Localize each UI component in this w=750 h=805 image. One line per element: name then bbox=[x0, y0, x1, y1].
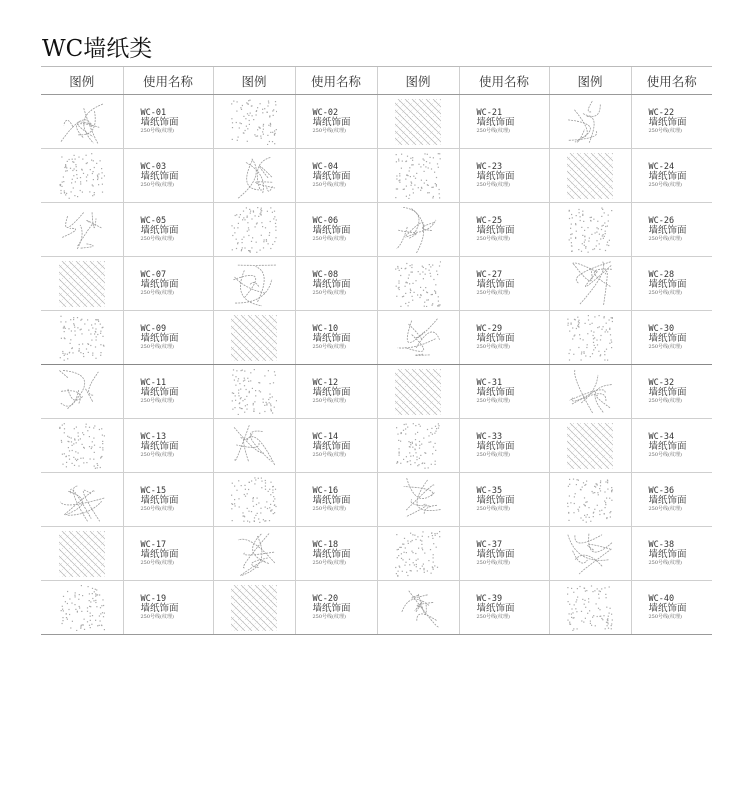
item-name: 墙纸饰面 bbox=[312, 441, 351, 452]
item-subtitle: 250号线(纹理) bbox=[312, 236, 346, 242]
item-code: WC-12 bbox=[312, 378, 339, 388]
pattern-swatch-cell bbox=[549, 473, 631, 527]
item-code: WC-04 bbox=[312, 162, 339, 172]
pattern-swatch-cell bbox=[549, 203, 631, 257]
item-code: WC-37 bbox=[476, 540, 503, 550]
item-subtitle: 250号线(纹理) bbox=[476, 614, 510, 620]
item-code: WC-05 bbox=[140, 216, 167, 226]
item-name-cell bbox=[631, 95, 712, 149]
item-code: WC-07 bbox=[140, 270, 167, 280]
pattern-swatch-cell bbox=[41, 257, 123, 311]
item-code: WC-08 bbox=[312, 270, 339, 280]
item-name-cell bbox=[123, 581, 213, 635]
item-name-cell bbox=[123, 365, 213, 419]
item-subtitle: 250号线(纹理) bbox=[312, 398, 346, 404]
pattern-swatch-cell bbox=[41, 419, 123, 473]
item-name: 墙纸饰面 bbox=[476, 387, 515, 398]
pattern-swatch-cell bbox=[549, 527, 631, 581]
pattern-swatch bbox=[59, 585, 105, 631]
item-name: 墙纸饰面 bbox=[312, 333, 351, 344]
item-name-cell bbox=[631, 365, 712, 419]
pattern-swatch-cell bbox=[377, 527, 459, 581]
item-name-cell bbox=[459, 419, 549, 473]
item-subtitle: 250号线(纹理) bbox=[648, 182, 682, 188]
pattern-swatch bbox=[395, 369, 441, 415]
table-row bbox=[41, 149, 712, 203]
item-subtitle: 250号线(纹理) bbox=[648, 560, 682, 566]
pattern-swatch bbox=[395, 153, 441, 199]
pattern-swatch bbox=[231, 315, 277, 361]
pattern-swatch bbox=[567, 585, 613, 631]
item-subtitle: 250号线(纹理) bbox=[140, 398, 174, 404]
item-code: WC-17 bbox=[140, 540, 167, 550]
item-code: WC-01 bbox=[140, 108, 167, 118]
item-subtitle: 250号线(纹理) bbox=[476, 560, 510, 566]
col-header: 使用名称 bbox=[459, 67, 549, 95]
item-code: WC-33 bbox=[476, 432, 503, 442]
item-code: WC-20 bbox=[312, 594, 339, 604]
item-name: 墙纸饰面 bbox=[140, 117, 179, 128]
pattern-swatch bbox=[567, 369, 613, 415]
pattern-swatch-cell bbox=[549, 257, 631, 311]
pattern-swatch-cell bbox=[549, 95, 631, 149]
item-code: WC-36 bbox=[648, 486, 675, 496]
item-name-cell bbox=[123, 95, 213, 149]
item-name-cell bbox=[459, 95, 549, 149]
header-row bbox=[41, 67, 712, 95]
item-name: 墙纸饰面 bbox=[648, 387, 687, 398]
pattern-swatch bbox=[59, 315, 105, 361]
item-name-cell bbox=[295, 95, 377, 149]
item-name: 墙纸饰面 bbox=[312, 225, 351, 236]
item-code: WC-38 bbox=[648, 540, 675, 550]
item-subtitle: 250号线(纹理) bbox=[648, 290, 682, 296]
item-subtitle: 250号线(纹理) bbox=[476, 290, 510, 296]
pattern-swatch-cell bbox=[377, 365, 459, 419]
item-subtitle: 250号线(纹理) bbox=[312, 344, 346, 350]
item-name: 墙纸饰面 bbox=[140, 549, 179, 560]
item-subtitle: 250号线(纹理) bbox=[312, 128, 346, 134]
pattern-swatch bbox=[395, 315, 441, 361]
item-subtitle: 250号线(纹理) bbox=[312, 452, 346, 458]
pattern-swatch-cell bbox=[377, 257, 459, 311]
item-subtitle: 250号线(纹理) bbox=[140, 182, 174, 188]
item-code: WC-03 bbox=[140, 162, 167, 172]
pattern-swatch-cell bbox=[213, 581, 295, 635]
item-name-cell bbox=[295, 149, 377, 203]
item-name-cell bbox=[295, 203, 377, 257]
page-title: WC墙纸类 bbox=[42, 36, 153, 62]
item-subtitle: 250号线(纹理) bbox=[476, 344, 510, 350]
item-name-cell bbox=[459, 581, 549, 635]
item-code: WC-39 bbox=[476, 594, 503, 604]
table-row bbox=[41, 95, 712, 149]
item-code: WC-22 bbox=[648, 108, 675, 118]
table-row bbox=[41, 473, 712, 527]
item-subtitle: 250号线(纹理) bbox=[312, 506, 346, 512]
pattern-swatch bbox=[567, 261, 613, 307]
item-subtitle: 250号线(纹理) bbox=[476, 128, 510, 134]
item-code: WC-18 bbox=[312, 540, 339, 550]
pattern-swatch-cell bbox=[549, 365, 631, 419]
pattern-swatch bbox=[395, 477, 441, 523]
pattern-swatch-cell bbox=[41, 149, 123, 203]
item-subtitle: 250号线(纹理) bbox=[312, 182, 346, 188]
item-name-cell bbox=[631, 203, 712, 257]
pattern-swatch-cell bbox=[41, 365, 123, 419]
item-subtitle: 250号线(纹理) bbox=[312, 560, 346, 566]
item-subtitle: 250号线(纹理) bbox=[140, 506, 174, 512]
pattern-swatch-cell bbox=[213, 365, 295, 419]
item-subtitle: 250号线(纹理) bbox=[140, 128, 174, 134]
item-name: 墙纸饰面 bbox=[476, 171, 515, 182]
item-code: WC-34 bbox=[648, 432, 675, 442]
item-name-cell bbox=[123, 257, 213, 311]
pattern-swatch bbox=[231, 207, 277, 253]
item-code: WC-24 bbox=[648, 162, 675, 172]
item-name: 墙纸饰面 bbox=[476, 603, 515, 614]
pattern-swatch bbox=[567, 423, 613, 469]
item-name-cell bbox=[123, 203, 213, 257]
pattern-swatch bbox=[567, 153, 613, 199]
pattern-swatch bbox=[231, 423, 277, 469]
pattern-swatch-cell bbox=[377, 311, 459, 365]
pattern-swatch-cell bbox=[377, 473, 459, 527]
wallpaper-table bbox=[41, 66, 712, 635]
item-name: 墙纸饰面 bbox=[648, 549, 687, 560]
item-name: 墙纸饰面 bbox=[476, 441, 515, 452]
item-name-cell bbox=[295, 365, 377, 419]
item-name-cell bbox=[459, 365, 549, 419]
item-name-cell bbox=[459, 311, 549, 365]
col-header: 图例 bbox=[549, 67, 631, 95]
item-subtitle: 250号线(纹理) bbox=[140, 452, 174, 458]
item-name: 墙纸饰面 bbox=[312, 495, 351, 506]
pattern-swatch-cell bbox=[41, 473, 123, 527]
item-subtitle: 250号线(纹理) bbox=[648, 452, 682, 458]
item-name-cell bbox=[459, 257, 549, 311]
pattern-swatch-cell bbox=[41, 311, 123, 365]
item-name: 墙纸饰面 bbox=[312, 603, 351, 614]
item-code: WC-26 bbox=[648, 216, 675, 226]
item-name: 墙纸饰面 bbox=[648, 171, 687, 182]
pattern-swatch-cell bbox=[213, 473, 295, 527]
item-code: WC-27 bbox=[476, 270, 503, 280]
item-code: WC-02 bbox=[312, 108, 339, 118]
item-name: 墙纸饰面 bbox=[312, 171, 351, 182]
pattern-swatch bbox=[231, 531, 277, 577]
pattern-swatch bbox=[59, 423, 105, 469]
table-row bbox=[41, 311, 712, 365]
item-subtitle: 250号线(纹理) bbox=[140, 236, 174, 242]
item-code: WC-30 bbox=[648, 324, 675, 334]
item-code: WC-15 bbox=[140, 486, 167, 496]
pattern-swatch bbox=[59, 531, 105, 577]
pattern-swatch-cell bbox=[377, 581, 459, 635]
pattern-swatch bbox=[395, 261, 441, 307]
pattern-swatch bbox=[59, 153, 105, 199]
item-name: 墙纸饰面 bbox=[140, 495, 179, 506]
pattern-swatch-cell bbox=[549, 419, 631, 473]
pattern-swatch bbox=[231, 585, 277, 631]
item-name-cell bbox=[123, 311, 213, 365]
pattern-swatch bbox=[231, 153, 277, 199]
item-name: 墙纸饰面 bbox=[140, 333, 179, 344]
pattern-swatch-cell bbox=[377, 203, 459, 257]
item-code: WC-31 bbox=[476, 378, 503, 388]
pattern-swatch bbox=[59, 207, 105, 253]
pattern-swatch-cell bbox=[213, 257, 295, 311]
item-subtitle: 250号线(纹理) bbox=[140, 344, 174, 350]
item-name-cell bbox=[459, 527, 549, 581]
item-name-cell bbox=[295, 311, 377, 365]
item-subtitle: 250号线(纹理) bbox=[312, 290, 346, 296]
table-row bbox=[41, 203, 712, 257]
col-header: 图例 bbox=[41, 67, 123, 95]
item-name: 墙纸饰面 bbox=[476, 225, 515, 236]
item-code: WC-28 bbox=[648, 270, 675, 280]
item-name: 墙纸饰面 bbox=[648, 117, 687, 128]
item-name: 墙纸饰面 bbox=[648, 333, 687, 344]
item-name: 墙纸饰面 bbox=[312, 387, 351, 398]
item-subtitle: 250号线(纹理) bbox=[140, 560, 174, 566]
pattern-swatch-cell bbox=[213, 527, 295, 581]
pattern-swatch bbox=[567, 207, 613, 253]
item-name-cell bbox=[631, 311, 712, 365]
item-name: 墙纸饰面 bbox=[312, 279, 351, 290]
table-row bbox=[41, 527, 712, 581]
item-name-cell bbox=[295, 419, 377, 473]
pattern-swatch bbox=[59, 261, 105, 307]
item-code: WC-19 bbox=[140, 594, 167, 604]
pattern-swatch bbox=[395, 585, 441, 631]
pattern-swatch-cell bbox=[377, 149, 459, 203]
item-subtitle: 250号线(纹理) bbox=[140, 614, 174, 620]
item-name: 墙纸饰面 bbox=[648, 225, 687, 236]
item-name: 墙纸饰面 bbox=[476, 117, 515, 128]
item-name: 墙纸饰面 bbox=[140, 225, 179, 236]
item-subtitle: 250号线(纹理) bbox=[476, 506, 510, 512]
item-subtitle: 250号线(纹理) bbox=[648, 398, 682, 404]
item-name-cell bbox=[631, 473, 712, 527]
item-name-cell bbox=[295, 527, 377, 581]
col-header: 图例 bbox=[377, 67, 459, 95]
item-name-cell bbox=[459, 203, 549, 257]
item-code: WC-35 bbox=[476, 486, 503, 496]
table-row bbox=[41, 419, 712, 473]
item-code: WC-13 bbox=[140, 432, 167, 442]
item-code: WC-32 bbox=[648, 378, 675, 388]
col-header: 使用名称 bbox=[295, 67, 377, 95]
item-subtitle: 250号线(纹理) bbox=[140, 290, 174, 296]
item-subtitle: 250号线(纹理) bbox=[648, 614, 682, 620]
item-code: WC-14 bbox=[312, 432, 339, 442]
pattern-swatch-cell bbox=[549, 581, 631, 635]
item-subtitle: 250号线(纹理) bbox=[476, 182, 510, 188]
item-name-cell bbox=[295, 581, 377, 635]
pattern-swatch bbox=[231, 261, 277, 307]
pattern-swatch-cell bbox=[377, 95, 459, 149]
item-code: WC-23 bbox=[476, 162, 503, 172]
item-name: 墙纸饰面 bbox=[140, 387, 179, 398]
pattern-swatch bbox=[395, 99, 441, 145]
pattern-swatch bbox=[567, 477, 613, 523]
item-name: 墙纸饰面 bbox=[648, 279, 687, 290]
item-name-cell bbox=[459, 149, 549, 203]
item-name: 墙纸饰面 bbox=[476, 333, 515, 344]
item-name: 墙纸饰面 bbox=[312, 549, 351, 560]
pattern-swatch-cell bbox=[213, 149, 295, 203]
item-code: WC-25 bbox=[476, 216, 503, 226]
item-name: 墙纸饰面 bbox=[476, 495, 515, 506]
pattern-swatch-cell bbox=[41, 527, 123, 581]
item-code: WC-29 bbox=[476, 324, 503, 334]
item-name-cell bbox=[631, 419, 712, 473]
col-header: 使用名称 bbox=[123, 67, 213, 95]
pattern-swatch-cell bbox=[549, 311, 631, 365]
pattern-swatch-cell bbox=[213, 95, 295, 149]
item-code: WC-09 bbox=[140, 324, 167, 334]
item-name-cell bbox=[631, 581, 712, 635]
pattern-swatch-cell bbox=[41, 581, 123, 635]
pattern-swatch-cell bbox=[41, 203, 123, 257]
table-row bbox=[41, 257, 712, 311]
item-subtitle: 250号线(纹理) bbox=[476, 236, 510, 242]
table-row bbox=[41, 365, 712, 419]
item-subtitle: 250号线(纹理) bbox=[648, 128, 682, 134]
pattern-swatch bbox=[59, 99, 105, 145]
item-name-cell bbox=[295, 473, 377, 527]
item-name-cell bbox=[123, 149, 213, 203]
item-name-cell bbox=[123, 473, 213, 527]
pattern-swatch bbox=[567, 315, 613, 361]
item-name: 墙纸饰面 bbox=[476, 279, 515, 290]
pattern-swatch bbox=[567, 99, 613, 145]
item-name: 墙纸饰面 bbox=[140, 441, 179, 452]
pattern-swatch bbox=[231, 477, 277, 523]
item-name: 墙纸饰面 bbox=[140, 603, 179, 614]
item-name-cell bbox=[631, 149, 712, 203]
item-name-cell bbox=[123, 419, 213, 473]
table-row bbox=[41, 581, 712, 635]
col-header: 图例 bbox=[213, 67, 295, 95]
item-name: 墙纸饰面 bbox=[648, 441, 687, 452]
item-code: WC-06 bbox=[312, 216, 339, 226]
item-name: 墙纸饰面 bbox=[648, 495, 687, 506]
pattern-swatch-cell bbox=[41, 95, 123, 149]
item-subtitle: 250号线(纹理) bbox=[648, 506, 682, 512]
pattern-swatch bbox=[59, 369, 105, 415]
item-subtitle: 250号线(纹理) bbox=[648, 344, 682, 350]
pattern-swatch-cell bbox=[213, 419, 295, 473]
item-code: WC-11 bbox=[140, 378, 167, 388]
pattern-swatch bbox=[395, 423, 441, 469]
item-subtitle: 250号线(纹理) bbox=[312, 614, 346, 620]
pattern-swatch bbox=[231, 369, 277, 415]
item-name: 墙纸饰面 bbox=[140, 279, 179, 290]
item-code: WC-10 bbox=[312, 324, 339, 334]
col-header: 使用名称 bbox=[631, 67, 712, 95]
pattern-swatch-cell bbox=[549, 149, 631, 203]
item-name-cell bbox=[295, 257, 377, 311]
pattern-swatch bbox=[395, 531, 441, 577]
item-subtitle: 250号线(纹理) bbox=[476, 452, 510, 458]
pattern-swatch-cell bbox=[377, 419, 459, 473]
pattern-swatch-cell bbox=[213, 203, 295, 257]
pattern-swatch bbox=[59, 477, 105, 523]
item-name: 墙纸饰面 bbox=[648, 603, 687, 614]
item-name: 墙纸饰面 bbox=[140, 171, 179, 182]
item-name: 墙纸饰面 bbox=[476, 549, 515, 560]
item-name: 墙纸饰面 bbox=[312, 117, 351, 128]
item-subtitle: 250号线(纹理) bbox=[648, 236, 682, 242]
pattern-swatch bbox=[231, 99, 277, 145]
item-name-cell bbox=[631, 257, 712, 311]
item-code: WC-40 bbox=[648, 594, 675, 604]
item-name-cell bbox=[459, 473, 549, 527]
item-code: WC-21 bbox=[476, 108, 503, 118]
item-name-cell bbox=[631, 527, 712, 581]
pattern-swatch bbox=[395, 207, 441, 253]
pattern-swatch-cell bbox=[213, 311, 295, 365]
item-subtitle: 250号线(纹理) bbox=[476, 398, 510, 404]
pattern-swatch bbox=[567, 531, 613, 577]
item-code: WC-16 bbox=[312, 486, 339, 496]
item-name-cell bbox=[123, 527, 213, 581]
